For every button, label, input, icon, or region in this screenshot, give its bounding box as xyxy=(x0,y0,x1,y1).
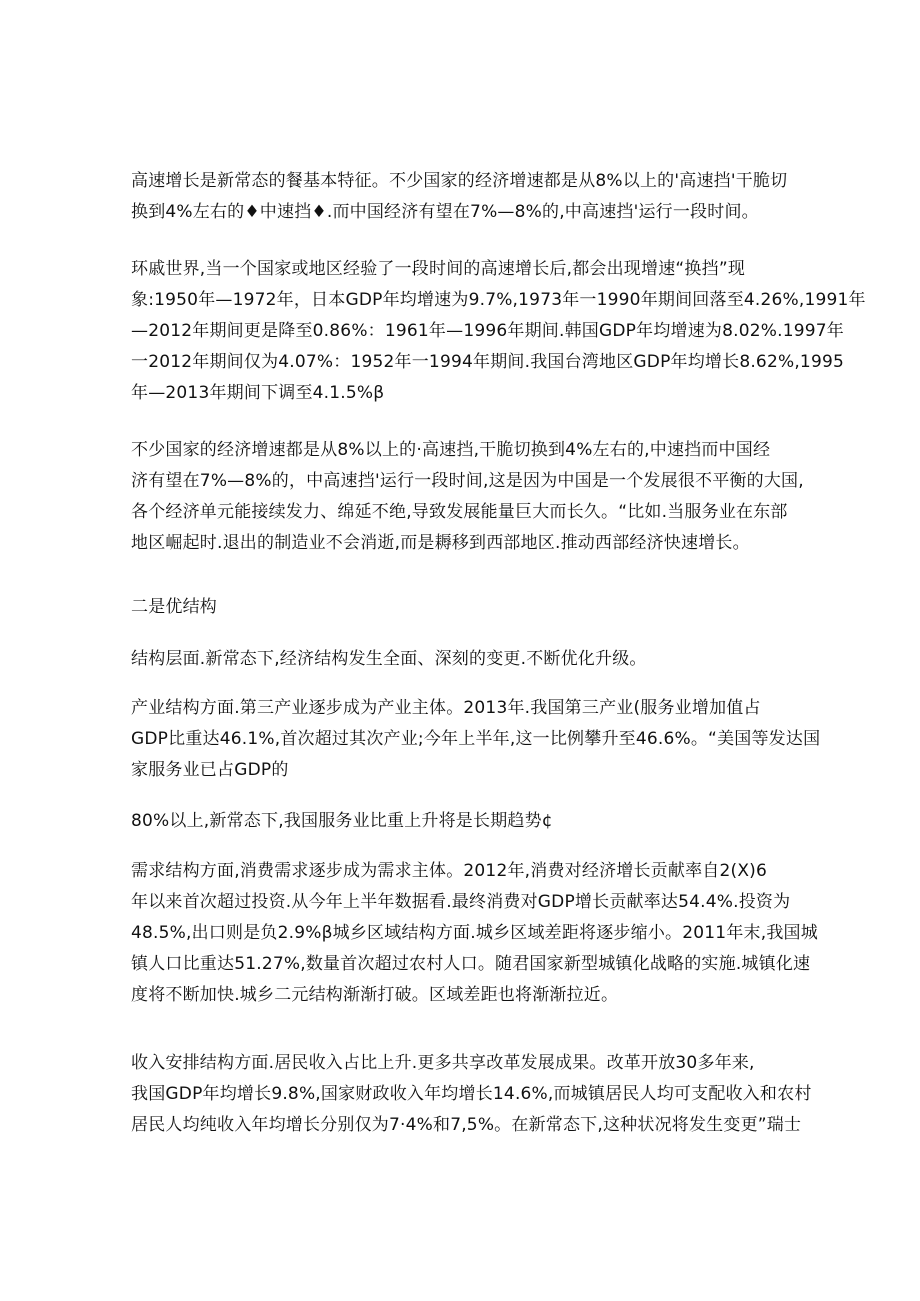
text-line: 各个经济单元能接续发力、绵延不绝,导致发展能量巨大而长久。“比如.当服务业在东部 xyxy=(131,502,788,522)
paragraph-china-development xyxy=(131,435,804,559)
text-line: 换到4%左右的♦中速挡♦.而中国经济有望在7%—8%的,中高速挡'运行一段时间。 xyxy=(131,202,759,222)
text-line: 产业结构方面.第三产业逐步成为产业主体。2013年.我国第三产业(服务业增加值占 xyxy=(131,698,761,718)
paragraph-structure-level xyxy=(131,644,791,675)
text-line: GDP比重达46.1%,首次超过其次产业;今年上半年,这一比例攀升至46.6%。“美国等发达国 xyxy=(131,729,821,749)
text-line: —2012年期间更是降至0.86%：1961年—1996年期间.韩国GDP年均增速为8.02%.1997年 xyxy=(131,321,844,341)
text-line: 48.5%,出口则是负2.9%β城乡区域结构方面.城乡区域差距将逐步缩小。2011年末,我国城 xyxy=(131,923,818,943)
text-line: 80%以上,新常态下,我国服务业比重上升将是长期趋势¢ xyxy=(131,811,553,831)
text-line: 象:1950年—1972年，日本GDP年均增速为9.7%,1973年一1990年期间回落至4.26%,1991年 xyxy=(131,290,866,310)
paragraph-global-comparison xyxy=(131,254,866,409)
paragraph-industrial-structure xyxy=(131,693,821,786)
text-line: 收入安排结构方面.居民收入占比上升.更多共享改革发展成果。改革开放30多年来, xyxy=(131,1053,755,1073)
text-line: 度将不断加快.城乡二元结构渐渐打破。区域差距也将渐渐拉近。 xyxy=(131,985,619,1005)
text-line: 镇人口比重达51.27%,数量首次超过农村人口。随君国家新型城镇化战略的实施.城镇化速 xyxy=(131,954,811,974)
paragraph-service-trend xyxy=(131,806,791,837)
text-line: 年—2013年期间下调至4.1.5%β xyxy=(131,383,385,403)
paragraph-high-speed-growth xyxy=(131,166,791,228)
paragraph-demand-structure xyxy=(131,856,818,1011)
section-heading-optimize-structure xyxy=(131,592,791,623)
text-line: 二是优结构 xyxy=(131,597,217,617)
text-line: 高速增长是新常态的餐基本特征。不少国家的经济增速都是从8%以上的'高速挡'干脆切 xyxy=(131,171,788,191)
text-line: 环戚世界,当一个国家或地区经验了一段时间的高速增长后,都会出现增速“换挡”现 xyxy=(131,259,746,279)
text-line: 济有望在7%—8%的，中高速挡'运行一段时间,这是因为中国是一个发展很不平衡的大国, xyxy=(131,471,804,491)
text-line: 不少国家的经济增速都是从8%以上的·高速挡,干脆切换到4%左右的,中速挡而中国经 xyxy=(131,440,771,460)
text-line: 家服务业已占GDP的 xyxy=(131,760,289,780)
text-line: 需求结构方面,消费需求逐步成为需求主体。2012年,消费对经济增长贡献率自2(X)6 xyxy=(131,861,768,881)
paragraph-income-distribution xyxy=(131,1048,812,1141)
text-line: 居民人均纯收入年均增长分别仅为7·4%和7,5%。在新常态下,这种状况将发生变更”瑞士 xyxy=(131,1115,802,1135)
text-line: 一2012年期间仅为4.07%：1952年一1994年期间.我国台湾地区GDP年均增长8.62%,1995 xyxy=(131,352,844,372)
text-line: 结构层面.新常态下,经济结构发生全面、深刻的变更.不断优化升级。 xyxy=(131,649,647,669)
text-line: 地区崛起时.退出的制造业不会消逝,而是耨移到西部地区.推动西部经济快速增长。 xyxy=(131,533,750,553)
text-line: 年以来首次超过投资.从今年上半年数据看.最终消费对GDP增长贡献率达54.4%.投资为 xyxy=(131,892,791,912)
text-line: 我国GDP年均增长9.8%,国家财政收入年均增长14.6%,而城镇居民人均可支配收入和农村 xyxy=(131,1084,812,1104)
